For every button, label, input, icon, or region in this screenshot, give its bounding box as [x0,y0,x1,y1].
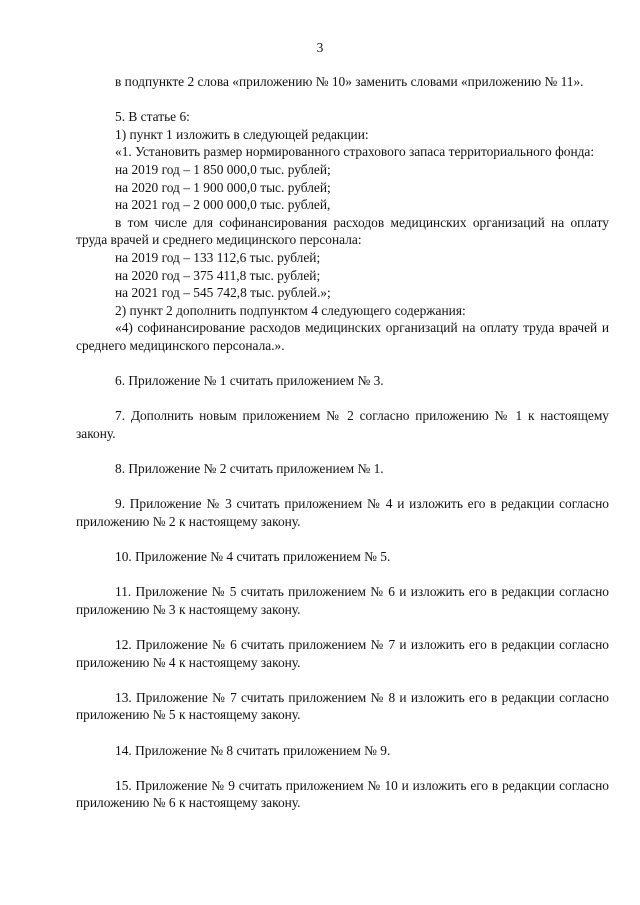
paragraph-reserve-2019: на 2019 год – 1 850 000,0 тыс. рублей; [115,161,331,177]
paragraph-item-15: 15. Приложение № 9 считать приложением № 10 и изложить его в редакции согласно приложению № 6 к настоящему закону. [76,777,609,811]
paragraph-item-8: 8. Приложение № 2 считать приложением № 1. [115,461,384,477]
paragraph-point-1-edit: 1) пункт 1 изложить в следующей редакции: [115,126,369,142]
paragraph-item-6: 6. Приложение № 1 считать приложением № 3. [115,373,384,389]
paragraph-reserve-2020: на 2020 год – 1 900 000,0 тыс. рублей; [115,179,331,195]
paragraph-article-6-heading: 5. В статье 6: [115,109,190,125]
paragraph-reserve-size: «1. Установить размер нормированного страхового запаса территориального фонда: [115,144,595,160]
paragraph-item-11: 11. Приложение № 5 считать приложением № 6 и изложить его в редакции согласно приложению № 3 к настоящему закону. [76,584,609,617]
page-number: 3 [316,40,324,55]
paragraph-cofinancing-2019: на 2019 год – 133 112,6 тыс. рублей; [115,249,321,265]
paragraph-item-12: 12. Приложение № 6 считать приложением № 7 и изложить его в редакции согласно приложению № 4 к настоящему закону. [76,637,609,670]
paragraph-item-14: 14. Приложение № 8 считать приложением № 9. [115,742,391,758]
document-body [76,73,609,812]
paragraph-subpoint-2-replacement: в подпункте 2 слова «приложению № 10» заменить словами «приложению № 11». [115,74,584,89]
paragraph-cofinancing-2021: на 2021 год – 545 742,8 тыс. рублей.»; [115,285,331,301]
paragraph-item-7: 7. Дополнить новым приложением № 2 согласно приложению № 1 к настоящему закону. [76,408,609,441]
paragraph-subpoint-4-text: «4) софинансирование расходов медицинских организаций на оплату труда врачей и среднего медицинского персонала.». [76,320,609,353]
paragraph-item-10: 10. Приложение № 4 считать приложением № 5. [115,549,391,565]
paragraph-item-9: 9. Приложение № 3 считать приложением № 4 и изложить его в редакции согласно приложению № 2 к настоящему закону. [76,496,609,529]
paragraph-reserve-2021: на 2021 год – 2 000 000,0 тыс. рублей, [115,197,331,213]
paragraph-cofinancing-2020: на 2020 год – 375 411,8 тыс. рублей; [115,267,321,283]
paragraph-item-13: 13. Приложение № 7 считать приложением № 8 и изложить его в редакции согласно приложению № 5 к настоящему закону. [76,689,609,723]
paragraph-point-2-addition: 2) пункт 2 дополнить подпунктом 4 следующего содержания: [115,302,466,318]
paragraph-cofinancing-intro: в том числе для софинансирования расходов медицинских организаций на оплату труда врачей и среднего медицинского персонала: [76,214,609,248]
